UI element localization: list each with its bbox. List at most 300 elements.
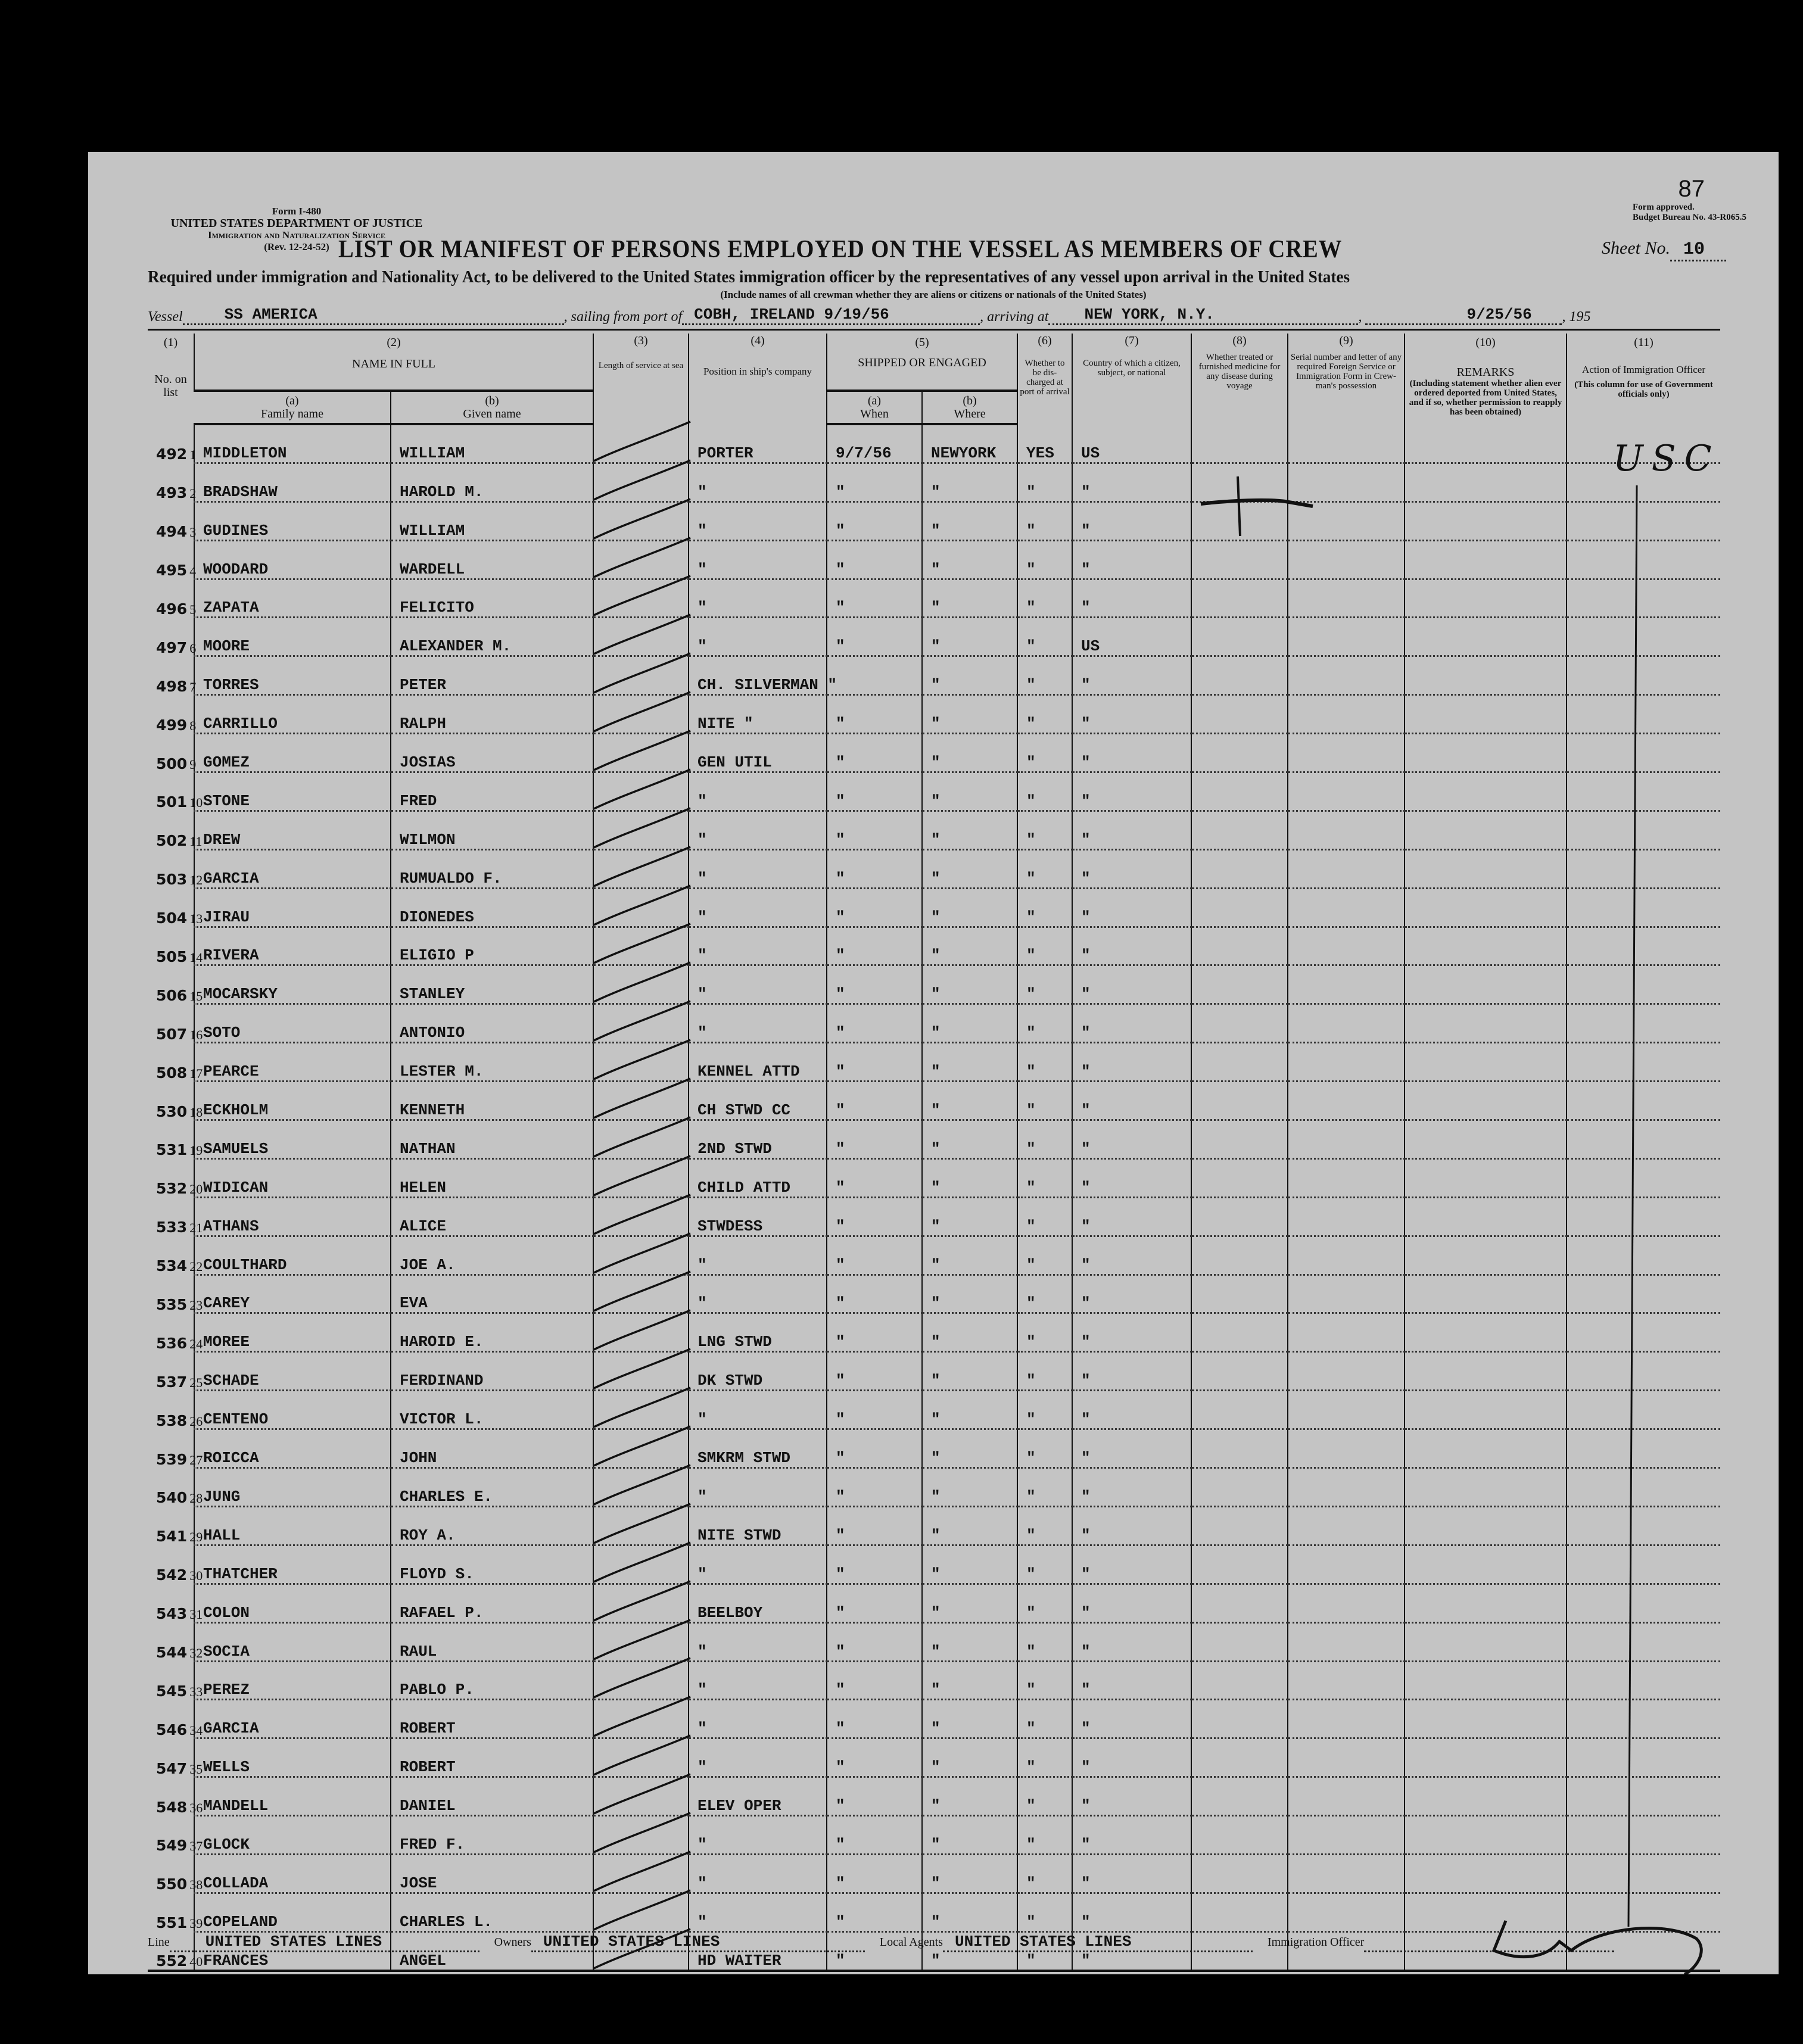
col-action-header: (11) Action of Immigration Officer (This column for use of Government officials only) <box>1567 334 1720 424</box>
cell-given: NATHAN <box>391 1120 593 1159</box>
cell-given: RALPH <box>391 695 593 734</box>
cell-when: " <box>827 1816 922 1855</box>
cell-country: US <box>1072 424 1191 463</box>
cell-given: STANLEY <box>391 965 593 1004</box>
cell-medicine <box>1191 811 1288 849</box>
row-line-number: 11 <box>189 834 203 849</box>
cell-given: RAFAEL P. <box>391 1584 593 1622</box>
cell-family: JUNG <box>194 1468 391 1507</box>
cell-family: ECKHOLM <box>194 1082 391 1120</box>
cell-medicine <box>1191 579 1288 618</box>
cell-action <box>1567 1043 1720 1082</box>
cell-serialform <box>1288 1468 1405 1507</box>
row-line-number: 6 <box>189 640 197 656</box>
sheet-value: 10 <box>1670 239 1726 261</box>
cell-country: " <box>1072 579 1191 618</box>
cell-serialform <box>1288 656 1405 695</box>
cell-medicine <box>1191 1352 1288 1391</box>
cell-given: JOE A. <box>391 1236 593 1275</box>
cell-given: CHARLES E. <box>391 1468 593 1507</box>
cell-serialform <box>1288 1700 1405 1738</box>
approved-text: Form approved. <box>1633 202 1695 212</box>
sailing-label: , sailing from port of <box>563 309 683 325</box>
sheet-label: Sheet No. <box>1602 238 1670 258</box>
cell-when: " <box>827 1661 922 1700</box>
cell-country: " <box>1072 1004 1191 1043</box>
cell-medicine <box>1191 1777 1288 1816</box>
table-row <box>148 540 1720 579</box>
cell-remarks <box>1405 734 1567 772</box>
cell-where: " <box>922 501 1017 540</box>
col-when-header: (a) When <box>827 391 922 424</box>
cell-remarks <box>1405 656 1567 695</box>
cell-medicine <box>1191 1082 1288 1120</box>
table-row <box>148 1120 1720 1159</box>
cell-action <box>1567 540 1720 579</box>
cell-given: ELIGIO P <box>391 927 593 965</box>
cell-given: ROBERT <box>391 1738 593 1777</box>
cell-when: " <box>827 1468 922 1507</box>
row-serial: 507 <box>156 1025 188 1043</box>
cell-when: " <box>827 1043 922 1082</box>
cell-position: ELEV OPER <box>689 1777 827 1816</box>
header-rule <box>148 329 1720 331</box>
cell-medicine <box>1191 1700 1288 1738</box>
cell-when: " <box>827 1004 922 1043</box>
cell-where: " <box>922 927 1017 965</box>
cell-serialform <box>1288 1584 1405 1622</box>
cell-country: US <box>1072 618 1191 656</box>
cell-family: RIVERA <box>194 927 391 965</box>
cell-family: CENTENO <box>194 1391 391 1429</box>
row-line-number: 19 <box>189 1143 203 1158</box>
cell-family: HALL <box>194 1506 391 1545</box>
cell-where: " <box>922 1545 1017 1584</box>
col-given-header: (b) Given name <box>391 391 593 424</box>
cell-position: " <box>689 965 827 1004</box>
cell-given: WILLIAM <box>391 424 593 463</box>
row-line-number: 16 <box>189 1027 203 1042</box>
cell-action <box>1567 1158 1720 1197</box>
row-number <box>148 1738 203 1777</box>
budget-bureau: Budget Bureau No. 43-R065.5 <box>1633 213 1746 222</box>
cell-serialform <box>1288 1506 1405 1545</box>
row-number <box>148 1275 203 1313</box>
cell-action <box>1567 1738 1720 1777</box>
row-serial: 535 <box>156 1295 188 1313</box>
row-serial: 532 <box>156 1180 188 1198</box>
table-row <box>148 1700 1720 1738</box>
cell-discharged: " <box>1017 1931 1072 1970</box>
arriving-label: , arriving at <box>980 309 1049 325</box>
cell-discharged: " <box>1017 1391 1072 1429</box>
row-line-number: 31 <box>189 1607 203 1622</box>
cell-serialform <box>1288 1158 1405 1197</box>
row-serial: 545 <box>156 1682 188 1700</box>
cell-given: WILLIAM <box>391 501 593 540</box>
cell-action <box>1567 1004 1720 1043</box>
cell-serialform <box>1288 1854 1405 1893</box>
cell-medicine <box>1191 1236 1288 1275</box>
row-number <box>148 1468 203 1507</box>
cell-family: BRADSHAW <box>194 463 391 501</box>
cell-position: NITE " <box>689 695 827 734</box>
cell-remarks <box>1405 1622 1567 1661</box>
cell-discharged: " <box>1017 1738 1072 1777</box>
cell-action <box>1567 965 1720 1004</box>
cell-remarks <box>1405 695 1567 734</box>
table-row <box>148 1622 1720 1661</box>
row-serial: 542 <box>156 1566 188 1584</box>
cell-position: HD WAITER <box>689 1931 827 1970</box>
cell-serialform <box>1288 1777 1405 1816</box>
cell-position: " <box>689 1816 827 1855</box>
owners-value: UNITED STATES LINES <box>531 1933 865 1952</box>
table-row <box>148 463 1720 501</box>
row-serial: 503 <box>156 871 188 889</box>
cell-action <box>1567 1854 1720 1893</box>
cell-action <box>1567 1082 1720 1120</box>
cell-action <box>1567 1506 1720 1545</box>
table-row <box>148 1391 1720 1429</box>
cell-position: " <box>689 1275 827 1313</box>
table-row <box>148 1158 1720 1197</box>
row-serial: 531 <box>156 1141 188 1159</box>
cell-remarks <box>1405 772 1567 811</box>
cell-medicine <box>1191 1313 1288 1352</box>
cell-when: " <box>827 1700 922 1738</box>
cell-medicine <box>1191 1004 1288 1043</box>
row-serial: 504 <box>156 909 188 927</box>
cell-where: " <box>922 618 1017 656</box>
cell-where: " <box>922 1738 1017 1777</box>
cell-remarks <box>1405 1004 1567 1043</box>
cell-position: 2ND STWD <box>689 1120 827 1159</box>
row-serial: 496 <box>156 600 188 618</box>
cell-position: " <box>689 1738 827 1777</box>
table-row <box>148 1854 1720 1893</box>
cell-when: 9/7/56 <box>827 424 922 463</box>
row-number <box>148 734 197 772</box>
table-row <box>148 927 1720 965</box>
cell-position: " <box>689 849 827 888</box>
table-row <box>148 734 1720 772</box>
cell-where: " <box>922 1158 1017 1197</box>
cell-where: " <box>922 540 1017 579</box>
cell-medicine <box>1191 1893 1288 1931</box>
row-number <box>148 1622 203 1661</box>
col-position-header: (4) Position in ship's company <box>689 334 827 424</box>
col-no-header: (1) No. on list <box>154 336 187 399</box>
cell-when: " <box>827 695 922 734</box>
row-serial: 549 <box>156 1837 188 1855</box>
cell-remarks <box>1405 965 1567 1004</box>
cell-serialform <box>1288 1352 1405 1391</box>
cell-discharged: " <box>1017 811 1072 849</box>
cell-family: TORRES <box>194 656 391 695</box>
cell-medicine <box>1191 1391 1288 1429</box>
cell-action <box>1567 1352 1720 1391</box>
cell-when: " <box>827 1854 922 1893</box>
row-number <box>148 888 203 927</box>
vessel-label: Vessel <box>148 309 183 325</box>
cell-remarks <box>1405 1545 1567 1584</box>
cell-country: " <box>1072 1506 1191 1545</box>
cell-given: FERDINAND <box>391 1352 593 1391</box>
cell-discharged: " <box>1017 849 1072 888</box>
cell-position: KENNEL ATTD <box>689 1043 827 1082</box>
cell-country: " <box>1072 1816 1191 1855</box>
row-serial: 497 <box>156 638 188 656</box>
cell-serialform <box>1288 1004 1405 1043</box>
row-serial: 505 <box>156 948 188 965</box>
cell-when: " <box>827 501 922 540</box>
cell-family: COPELAND <box>194 1893 391 1931</box>
cell-discharged: " <box>1017 1197 1072 1236</box>
cell-given: HAROID E. <box>391 1313 593 1352</box>
line-value: UNITED STATES LINES <box>170 1933 479 1952</box>
row-number <box>148 1236 203 1275</box>
officer-vertical-line-mark <box>1625 485 1643 1927</box>
row-number <box>148 1004 203 1043</box>
row-serial: 551 <box>156 1914 188 1932</box>
cell-when: " <box>827 1429 922 1468</box>
cell-family: SOCIA <box>194 1622 391 1661</box>
cell-medicine <box>1191 965 1288 1004</box>
cell-serialform <box>1288 734 1405 772</box>
cell-family: WELLS <box>194 1738 391 1777</box>
cell-when: " <box>827 1584 922 1622</box>
cell-where: " <box>922 1661 1017 1700</box>
cell-position: " <box>689 1661 827 1700</box>
table-row <box>148 1043 1720 1082</box>
service: Immigration and Naturalization Service <box>207 229 386 241</box>
cell-medicine <box>1191 1506 1288 1545</box>
cell-remarks <box>1405 1197 1567 1236</box>
cell-discharged: " <box>1017 1313 1072 1352</box>
cell-action <box>1567 1816 1720 1855</box>
col-discharged-header: (6) Whether to be dis-charged at port of arrival <box>1017 334 1072 424</box>
row-line-number: 8 <box>189 718 197 733</box>
cell-medicine <box>1191 888 1288 927</box>
cell-country: " <box>1072 734 1191 772</box>
cell-family: THATCHER <box>194 1545 391 1584</box>
row-serial: 540 <box>156 1489 188 1507</box>
cell-position: " <box>689 1700 827 1738</box>
row-line-number: 13 <box>189 911 203 927</box>
cell-country: " <box>1072 1313 1191 1352</box>
cell-serialform <box>1288 1043 1405 1082</box>
cell-serialform <box>1288 1391 1405 1429</box>
cell-when: " <box>827 579 922 618</box>
cell-country: " <box>1072 695 1191 734</box>
cell-when: " <box>827 965 922 1004</box>
row-line-number: 36 <box>189 1800 203 1815</box>
manifest-page <box>88 152 1779 1974</box>
row-serial: 552 <box>156 1952 188 1970</box>
cell-remarks <box>1405 501 1567 540</box>
cell-medicine <box>1191 1429 1288 1468</box>
cell-position: " <box>689 811 827 849</box>
cell-remarks <box>1405 1082 1567 1120</box>
cell-serialform <box>1288 888 1405 927</box>
cell-where: " <box>922 1816 1017 1855</box>
cell-position: CHILD ATTD <box>689 1158 827 1197</box>
officer-signature-mark <box>1470 1915 1720 1974</box>
cell-remarks <box>1405 618 1567 656</box>
row-line-number: 17 <box>189 1065 203 1081</box>
cell-serialform <box>1288 1197 1405 1236</box>
cell-family: ATHANS <box>194 1197 391 1236</box>
cell-given: HELEN <box>391 1158 593 1197</box>
row-line-number: 32 <box>189 1646 203 1660</box>
cell-where: " <box>922 1236 1017 1275</box>
cell-given: KENNETH <box>391 1082 593 1120</box>
cell-when: " <box>827 1313 922 1352</box>
cell-discharged: " <box>1017 1352 1072 1391</box>
cell-country: " <box>1072 1352 1191 1391</box>
row-line-number: 7 <box>189 679 197 694</box>
cell-family: MOREE <box>194 1313 391 1352</box>
cell-country: " <box>1072 1468 1191 1507</box>
cell-action <box>1567 1429 1720 1468</box>
department: UNITED STATES DEPARTMENT OF JUSTICE <box>170 217 423 230</box>
row-line-number: 37 <box>189 1839 203 1854</box>
cell-discharged: " <box>1017 1004 1072 1043</box>
cell-where: " <box>922 772 1017 811</box>
row-line-number: 24 <box>189 1336 203 1351</box>
row-number <box>148 618 197 656</box>
cell-medicine <box>1191 540 1288 579</box>
row-line-number: 30 <box>189 1568 203 1584</box>
cell-country: " <box>1072 1854 1191 1893</box>
cell-country: " <box>1072 1700 1191 1738</box>
cell-family: MOORE <box>194 618 391 656</box>
cell-position: NITE STWD <box>689 1506 827 1545</box>
table-row <box>148 1197 1720 1236</box>
row-serial: 500 <box>156 755 188 772</box>
row-line-number: 25 <box>189 1375 203 1390</box>
row-line-number: 18 <box>189 1104 203 1120</box>
cell-remarks <box>1405 888 1567 927</box>
form-number: Form I-480 <box>272 205 322 217</box>
cell-discharged: " <box>1017 1082 1072 1120</box>
cell-discharged: " <box>1017 1584 1072 1622</box>
cell-position: GEN UTIL <box>689 734 827 772</box>
cell-discharged: " <box>1017 734 1072 772</box>
row-serial: 538 <box>156 1412 188 1429</box>
col-name-header: (2) NAME IN FULL <box>194 334 593 391</box>
table-row <box>148 1004 1720 1043</box>
table-row <box>148 501 1720 540</box>
cell-action <box>1567 811 1720 849</box>
cell-action <box>1567 1700 1720 1738</box>
cell-when: " <box>827 927 922 965</box>
cell-country: " <box>1072 1082 1191 1120</box>
cell-where: " <box>922 1584 1017 1622</box>
cell-where: " <box>922 695 1017 734</box>
cell-given: FELICITO <box>391 579 593 618</box>
cell-remarks <box>1405 1313 1567 1352</box>
cell-position: " <box>689 1391 827 1429</box>
cell-action <box>1567 772 1720 811</box>
cell-given: PABLO P. <box>391 1661 593 1700</box>
cell-position: BEELBOY <box>689 1584 827 1622</box>
cell-where: " <box>922 1700 1017 1738</box>
table-row <box>148 1506 1720 1545</box>
cell-country: " <box>1072 656 1191 695</box>
cell-where: " <box>922 1893 1017 1931</box>
cell-discharged: " <box>1017 1158 1072 1197</box>
table-row <box>148 1661 1720 1700</box>
cell-where: " <box>922 1004 1017 1043</box>
row-serial: 495 <box>156 562 188 579</box>
cell-where: " <box>922 1082 1017 1120</box>
cell-when: " <box>827 811 922 849</box>
row-number <box>148 1429 203 1468</box>
cell-position: " <box>689 618 827 656</box>
cell-remarks <box>1405 540 1567 579</box>
cell-given: RUMUALDO F. <box>391 849 593 888</box>
medicine-cross-mark <box>1196 476 1327 542</box>
cell-discharged: YES <box>1017 424 1072 463</box>
row-serial: 537 <box>156 1373 188 1391</box>
cell-serialform <box>1288 1622 1405 1661</box>
cell-discharged: " <box>1017 1622 1072 1661</box>
row-serial: 539 <box>156 1450 188 1468</box>
cell-discharged: " <box>1017 1236 1072 1275</box>
cell-position: " <box>689 501 827 540</box>
owners-label: Owners <box>494 1936 531 1949</box>
row-number <box>148 1082 203 1120</box>
cell-where: NEWYORK <box>922 424 1017 463</box>
vessel-value: SS AMERICA <box>183 306 564 325</box>
cell-where: " <box>922 1622 1017 1661</box>
cell-medicine <box>1191 1545 1288 1584</box>
row-number <box>148 811 203 850</box>
cell-action <box>1567 1777 1720 1816</box>
cell-position: " <box>689 1622 827 1661</box>
cell-family: ZAPATA <box>194 579 391 618</box>
col-where-header: (b) Where <box>922 391 1017 424</box>
row-number <box>148 1584 203 1623</box>
cell-serialform <box>1288 965 1405 1004</box>
cell-given: VICTOR L. <box>391 1391 593 1429</box>
page-number: 87 <box>1678 176 1705 202</box>
cell-given: ROBERT <box>391 1700 593 1738</box>
cell-discharged: " <box>1017 772 1072 811</box>
col-length-header: (3) Length of service at sea <box>593 334 689 424</box>
cell-action <box>1567 1468 1720 1507</box>
cell-country: " <box>1072 1661 1191 1700</box>
table-row <box>148 965 1720 1004</box>
row-serial: 533 <box>156 1219 188 1236</box>
cell-country: " <box>1072 811 1191 849</box>
cell-serialform <box>1288 1661 1405 1700</box>
cell-medicine <box>1191 1622 1288 1661</box>
row-serial: 494 <box>156 523 188 541</box>
row-serial: 502 <box>156 832 188 850</box>
cell-when: " <box>827 1931 922 1970</box>
cell-discharged: " <box>1017 579 1072 618</box>
cell-when: " <box>827 1777 922 1816</box>
form-approval <box>1633 202 1746 223</box>
table-row <box>148 1236 1720 1275</box>
cell-discharged: " <box>1017 927 1072 965</box>
cell-medicine <box>1191 1816 1288 1855</box>
cell-discharged: " <box>1017 965 1072 1004</box>
row-serial: 548 <box>156 1798 188 1816</box>
